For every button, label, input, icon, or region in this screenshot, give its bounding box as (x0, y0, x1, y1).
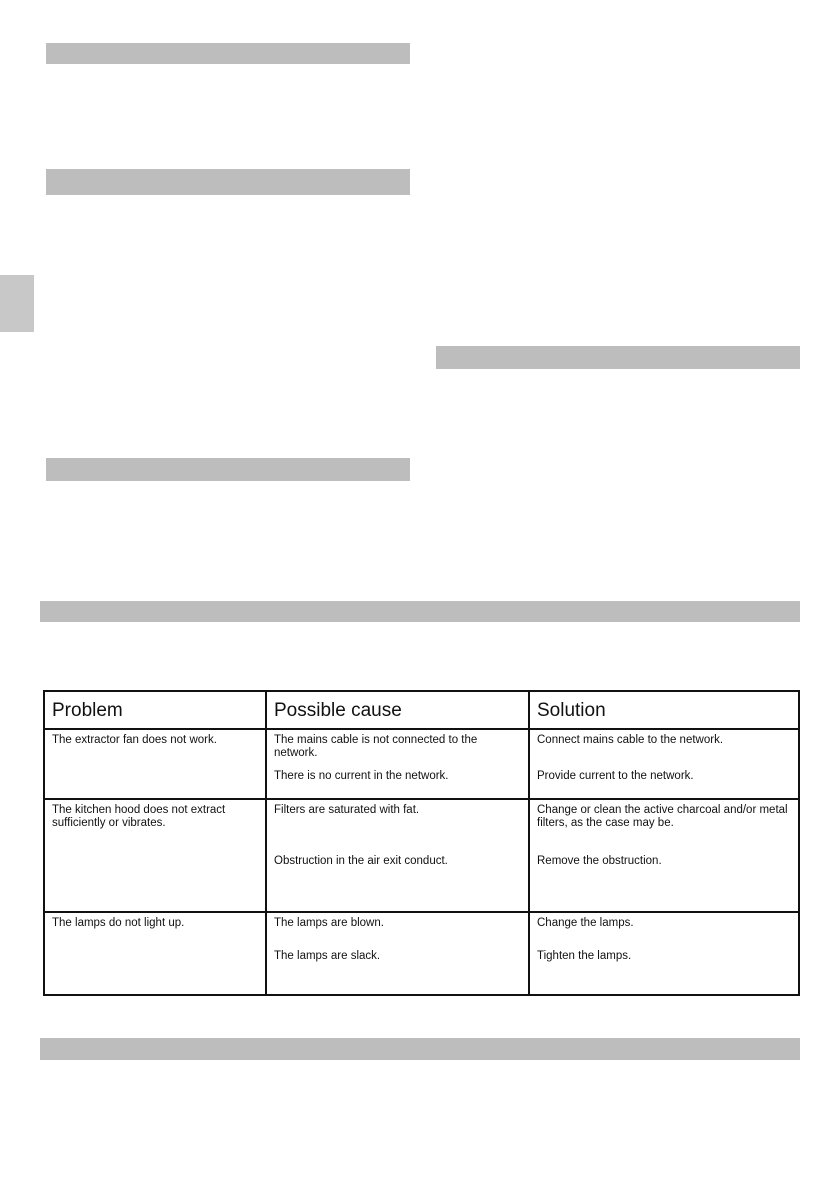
cause-cell (266, 799, 529, 912)
problem-text: The lamps do not light up. (52, 917, 185, 929)
problem-cell (44, 912, 266, 995)
problem-cell (44, 729, 266, 799)
table-row (44, 912, 799, 995)
solution-text: Change or clean the active charcoal and/or metal filters, as the case may be. (537, 804, 788, 829)
section-heading-bar (46, 169, 410, 195)
problem-text: The kitchen hood does not extract sufficiently or vibrates. (52, 804, 226, 829)
solution-text: Provide current to the network. (537, 770, 694, 782)
solution-cell (529, 912, 799, 995)
solution-cell (529, 729, 799, 799)
table-header-row (44, 691, 799, 729)
page-side-tab (0, 275, 34, 332)
section-heading-bar (436, 346, 800, 369)
header-solution: Solution (529, 691, 799, 729)
troubleshooting-heading-bar (40, 601, 800, 622)
troubleshooting-table (43, 690, 800, 996)
problem-cell (44, 799, 266, 912)
cause-text: There is no current in the network. (274, 770, 449, 782)
section-heading-bar (40, 1038, 800, 1060)
solution-text: Remove the obstruction. (537, 855, 662, 867)
table-row (44, 799, 799, 912)
header-problem: Problem (44, 691, 266, 729)
problem-text: The extractor fan does not work. (52, 734, 217, 746)
cause-cell (266, 729, 529, 799)
section-heading-bar (46, 43, 410, 64)
solution-cell (529, 799, 799, 912)
table-row (44, 729, 799, 799)
cause-cell (266, 912, 529, 995)
cause-text: The mains cable is not connected to the network. (274, 734, 478, 759)
cause-text: Obstruction in the air exit conduct. (274, 855, 448, 867)
solution-text: Tighten the lamps. (537, 950, 632, 962)
header-possible-cause: Possible cause (266, 691, 529, 729)
section-heading-bar (46, 458, 410, 481)
cause-text: The lamps are blown. (274, 917, 384, 929)
solution-text: Change the lamps. (537, 917, 634, 929)
cause-text: The lamps are slack. (274, 950, 381, 962)
cause-text: Filters are saturated with fat. (274, 804, 420, 816)
solution-text: Connect mains cable to the network. (537, 734, 724, 746)
